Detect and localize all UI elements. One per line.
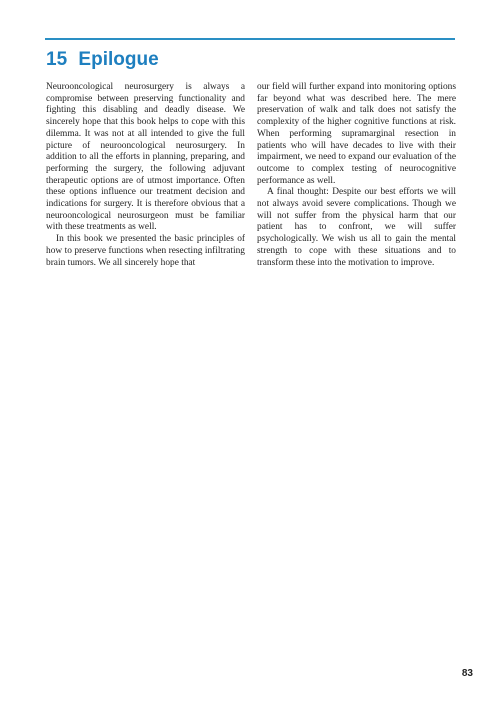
chapter-title — [46, 48, 159, 72]
left-column — [46, 82, 245, 269]
paragraph: A final thought: Despite our best efforts we will not always avoid severe complications. Though we will not suffer from the physical harm that our patient has to confront, we will suffer psychologically. We wish us all to gain the mental strength to cope with these situations and to transform these into the motivation to improve. — [257, 187, 456, 268]
paragraph: our field will further expand into monitoring options far beyond what was described here. The mere preservation of walk and talk does not satisfy the complexity of the higher cognitive functions at risk. When performing supramarginal resection in patients who will have decades to live with their impairment, we need to expand our evaluation of the outcome to complex testing of neurocognitive performance as well. — [257, 82, 456, 186]
paragraph: Neurooncological neurosurgery is always a compromise between preserving functionality and fighting this disabling and deadly disease. We sincerely hope that this book helps to cope with this dilemma. It was not at all intended to give the full picture of neurooncological neurosurgery. In addition to all the efforts in planning, preparing, and performing the surgery, the following adjuvant therapeutic options are of utmost importance. Often these options influence our treatment decision and indications for surgery. It is therefore obvious that a neurooncological neurosurgeon must be familiar with these treatments as well. — [46, 82, 245, 233]
chapter-number: 15 — [46, 49, 68, 70]
chapter-title-text: Epilogue — [78, 49, 159, 70]
header-rule — [45, 38, 455, 40]
page-number: 83 — [461, 668, 473, 679]
right-column — [257, 82, 456, 269]
paragraph: In this book we presented the basic principles of how to preserve functions when resecting infiltrating brain tumors. We all sincerely hope that — [46, 234, 245, 268]
